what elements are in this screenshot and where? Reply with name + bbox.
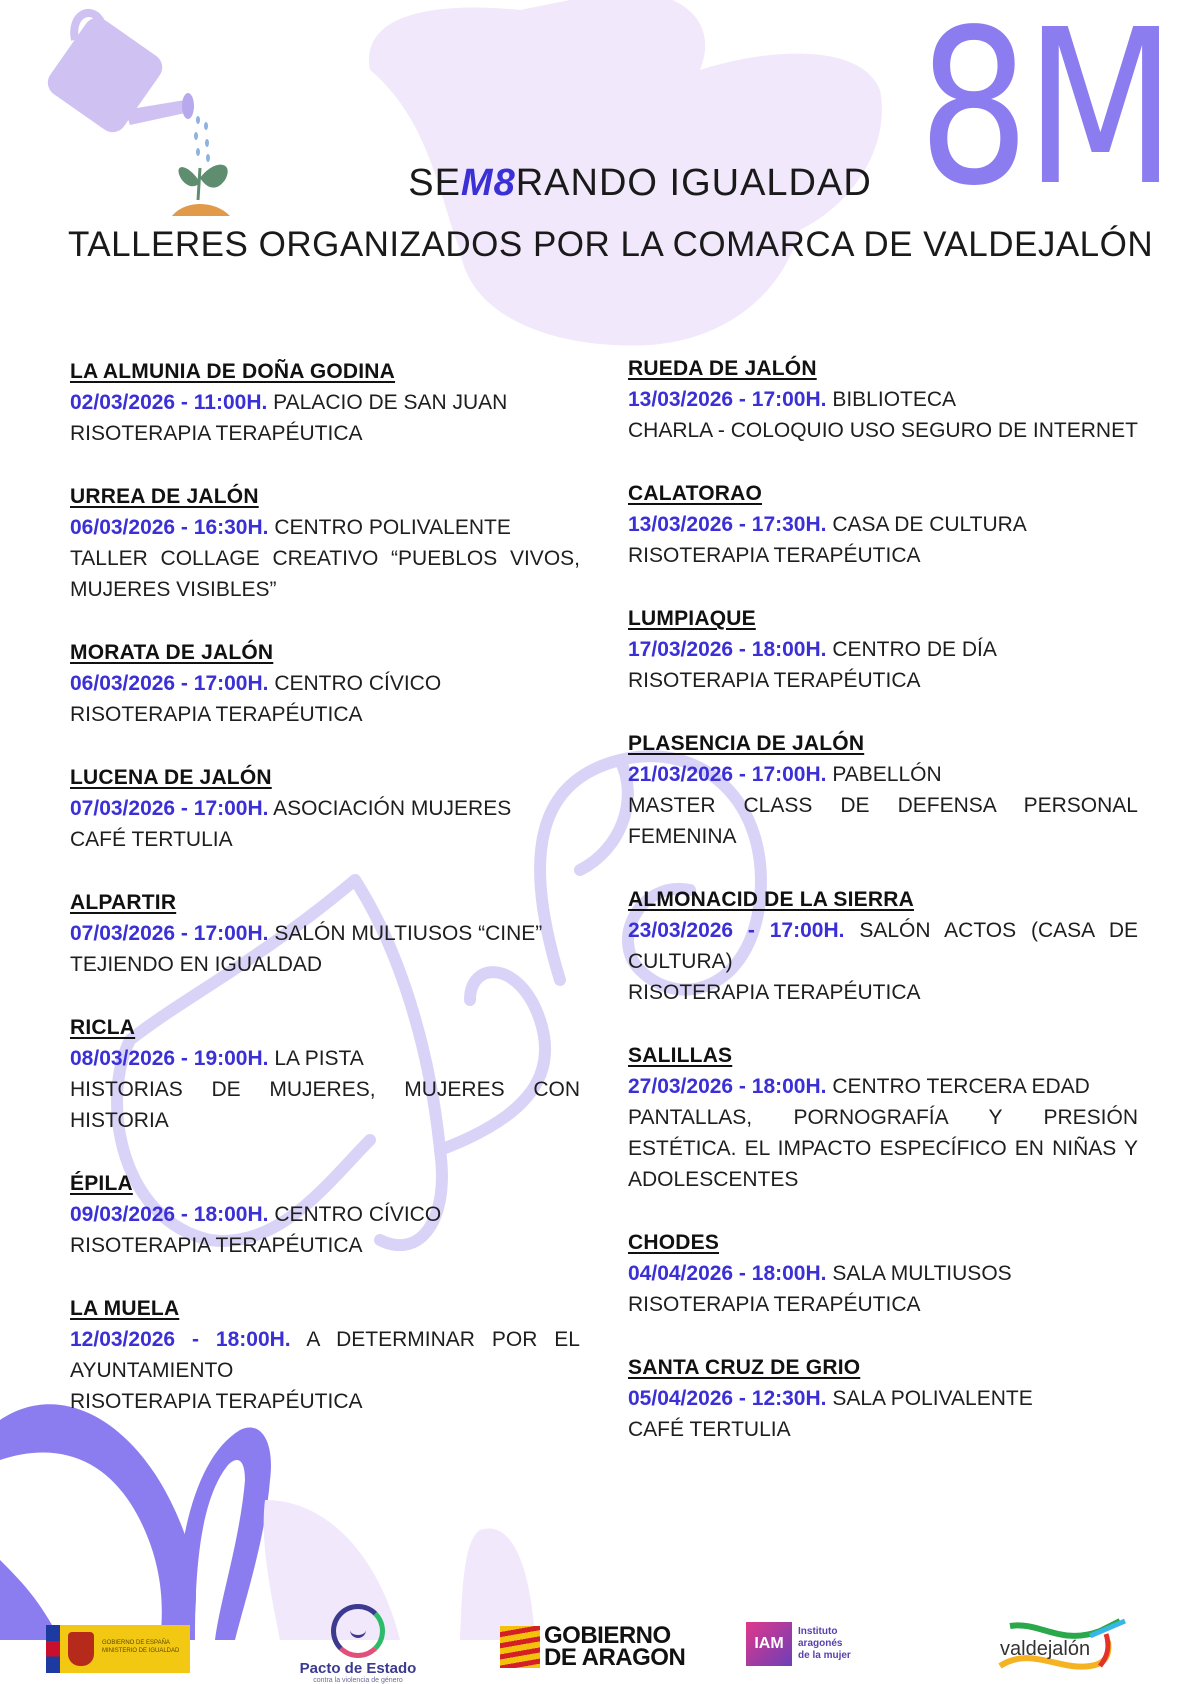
event-item [628,884,1138,1008]
event-venue: CENTRO POLIVALENTE [274,516,511,539]
event-datetime: 06/03/2026 - 16:30H. [70,516,269,539]
event-town: SANTA CRUZ DE GRIO [628,1356,861,1379]
event-town: ÉPILA [70,1172,133,1195]
event-datetime: 08/03/2026 - 19:00H. [70,1047,269,1070]
event-venue: CENTRO TERCERA EDAD [832,1075,1090,1098]
aragon-flag-icon [500,1626,540,1668]
events-right-column [628,353,1138,1477]
event-datetime: 23/03/2026 - 17:00H. [628,919,845,942]
8m-badge: 8M [918,0,1172,233]
event-town: PLASENCIA DE JALÓN [628,732,865,755]
event-activity: CAFÉ TERTULIA [628,1418,791,1441]
event-datetime: 21/03/2026 - 17:00H. [628,763,827,786]
event-venue: PALACIO DE SAN JUAN [273,391,508,414]
title-suffix: RANDO IGUALDAD [515,162,872,204]
event-town: RUEDA DE JALÓN [628,357,817,380]
event-item [628,728,1138,852]
event-datetime: 07/03/2026 - 17:00H. [70,922,269,945]
event-datetime: 12/03/2026 - 18:00H. [70,1328,291,1351]
event-town: CHODES [628,1231,720,1254]
event-venue: CASA DE CULTURA [832,513,1027,536]
valdejalon-logo: valdejalón [990,1616,1130,1676]
event-activity: TEJIENDO EN IGUALDAD [70,953,323,976]
event-item [70,1168,580,1261]
event-datetime: 05/04/2026 - 12:30H. [628,1387,827,1410]
page-title [0,162,1200,205]
event-activity: RISOTERAPIA TERAPÉUTICA [70,1234,363,1257]
event-datetime: 13/03/2026 - 17:30H. [628,513,827,536]
event-datetime: 27/03/2026 - 18:00H. [628,1075,827,1098]
event-activity: RISOTERAPIA TERAPÉUTICA [70,703,363,726]
event-activity: TALLER COLLAGE CREATIVO “PUEBLOS VIVOS, MUJERES VISIBLES” [70,547,580,601]
event-item [628,603,1138,696]
event-item [628,1227,1138,1320]
event-town: ALMONACID DE LA SIERRA [628,888,914,911]
event-venue: LA PISTA [274,1047,364,1070]
event-datetime: 09/03/2026 - 18:00H. [70,1203,269,1226]
event-datetime: 07/03/2026 - 17:00H. [70,797,269,820]
event-datetime: 17/03/2026 - 18:00H. [628,638,827,661]
event-item [628,1040,1138,1195]
events-left-column [70,356,580,1449]
event-item [70,356,580,449]
event-activity: RISOTERAPIA TERAPÉUTICA [628,1293,921,1316]
event-town: LA MUELA [70,1297,180,1320]
event-item [628,353,1138,446]
event-venue: SALÓN MULTIUSOS “CINE” [274,922,543,945]
event-activity: PANTALLAS, PORNOGRAFÍA Y PRESIÓN ESTÉTICA. EL IMPACTO ESPECÍFICO EN NIÑAS Y ADOLESCENTES [628,1106,1138,1191]
event-town: LUCENA DE JALÓN [70,766,272,789]
event-venue: CENTRO CÍVICO [274,1203,442,1226]
event-town: URREA DE JALÓN [70,485,259,508]
event-activity: RISOTERAPIA TERAPÉUTICA [628,981,921,1004]
event-activity: RISOTERAPIA TERAPÉUTICA [628,544,921,567]
title-accent: M8 [460,162,516,204]
event-item [70,762,580,855]
event-town: LA ALMUNIA DE DOÑA GODINA [70,360,396,383]
event-item [70,637,580,730]
event-activity: HISTORIAS DE MUJERES, MUJERES CON HISTORIA [70,1078,580,1132]
event-venue: CENTRO CÍVICO [274,672,442,695]
eu-flag-stripe-icon [46,1625,60,1673]
event-venue: SALA POLIVALENTE [832,1387,1033,1410]
event-datetime: 04/04/2026 - 18:00H. [628,1262,827,1285]
event-activity: RISOTERAPIA TERAPÉUTICA [70,422,363,445]
page-subtitle: TALLERES ORGANIZADOS POR LA COMARCA DE VALDEJALÓN [68,225,1154,264]
event-datetime: 13/03/2026 - 17:00H. [628,388,827,411]
pacto-de-estado-logo: Pacto de Estado contra la violencia de género [288,1600,428,1684]
gobierno-espana-logo: GOBIERNO DE ESPAÑA MINISTERIO DE IGUALDAD [46,1625,190,1673]
event-item [70,1012,580,1136]
event-town: LUMPIAQUE [628,607,756,630]
event-item [628,478,1138,571]
event-venue: BIBLIOTECA [832,388,957,411]
event-activity: CHARLA - COLOQUIO USO SEGURO DE INTERNET [628,419,1138,442]
iam-logo: IAM Instituto aragonés de la mujer [746,1622,851,1666]
event-venue: A DETERMINAR POR EL AYUNTAMIENTO [70,1328,580,1382]
event-item [628,1352,1138,1445]
event-town: ALPARTIR [70,891,177,914]
event-item [70,887,580,980]
smile-ring-icon [331,1604,385,1658]
spain-coat-of-arms-icon [68,1632,94,1666]
event-venue: SALÓN ACTOS (CASA DE CULTURA) [628,919,1138,973]
event-item [70,481,580,605]
footer-logos [0,1600,1200,1684]
event-venue: ASOCIACIÓN MUJERES [273,797,512,820]
event-activity: MASTER CLASS DE DEFENSA PERSONAL FEMENINA [628,794,1138,848]
event-item [70,1293,580,1417]
event-venue: PABELLÓN [832,763,942,786]
event-town: CALATORAO [628,482,763,505]
title-prefix: SE [408,162,461,204]
event-town: RICLA [70,1016,136,1039]
event-datetime: 06/03/2026 - 17:00H. [70,672,269,695]
watering-can-icon [42,12,210,162]
gobierno-aragon-logo: GOBIERNO DE ARAGON [500,1622,685,1672]
event-activity: CAFÉ TERTULIA [70,828,233,851]
event-activity: RISOTERAPIA TERAPÉUTICA [70,1390,363,1413]
event-datetime: 02/03/2026 - 11:00H. [70,391,268,414]
event-town: MORATA DE JALÓN [70,641,274,664]
event-venue: CENTRO DE DÍA [832,638,997,661]
event-town: SALILLAS [628,1044,733,1067]
event-activity: RISOTERAPIA TERAPÉUTICA [628,669,921,692]
event-venue: SALA MULTIUSOS [832,1262,1012,1285]
